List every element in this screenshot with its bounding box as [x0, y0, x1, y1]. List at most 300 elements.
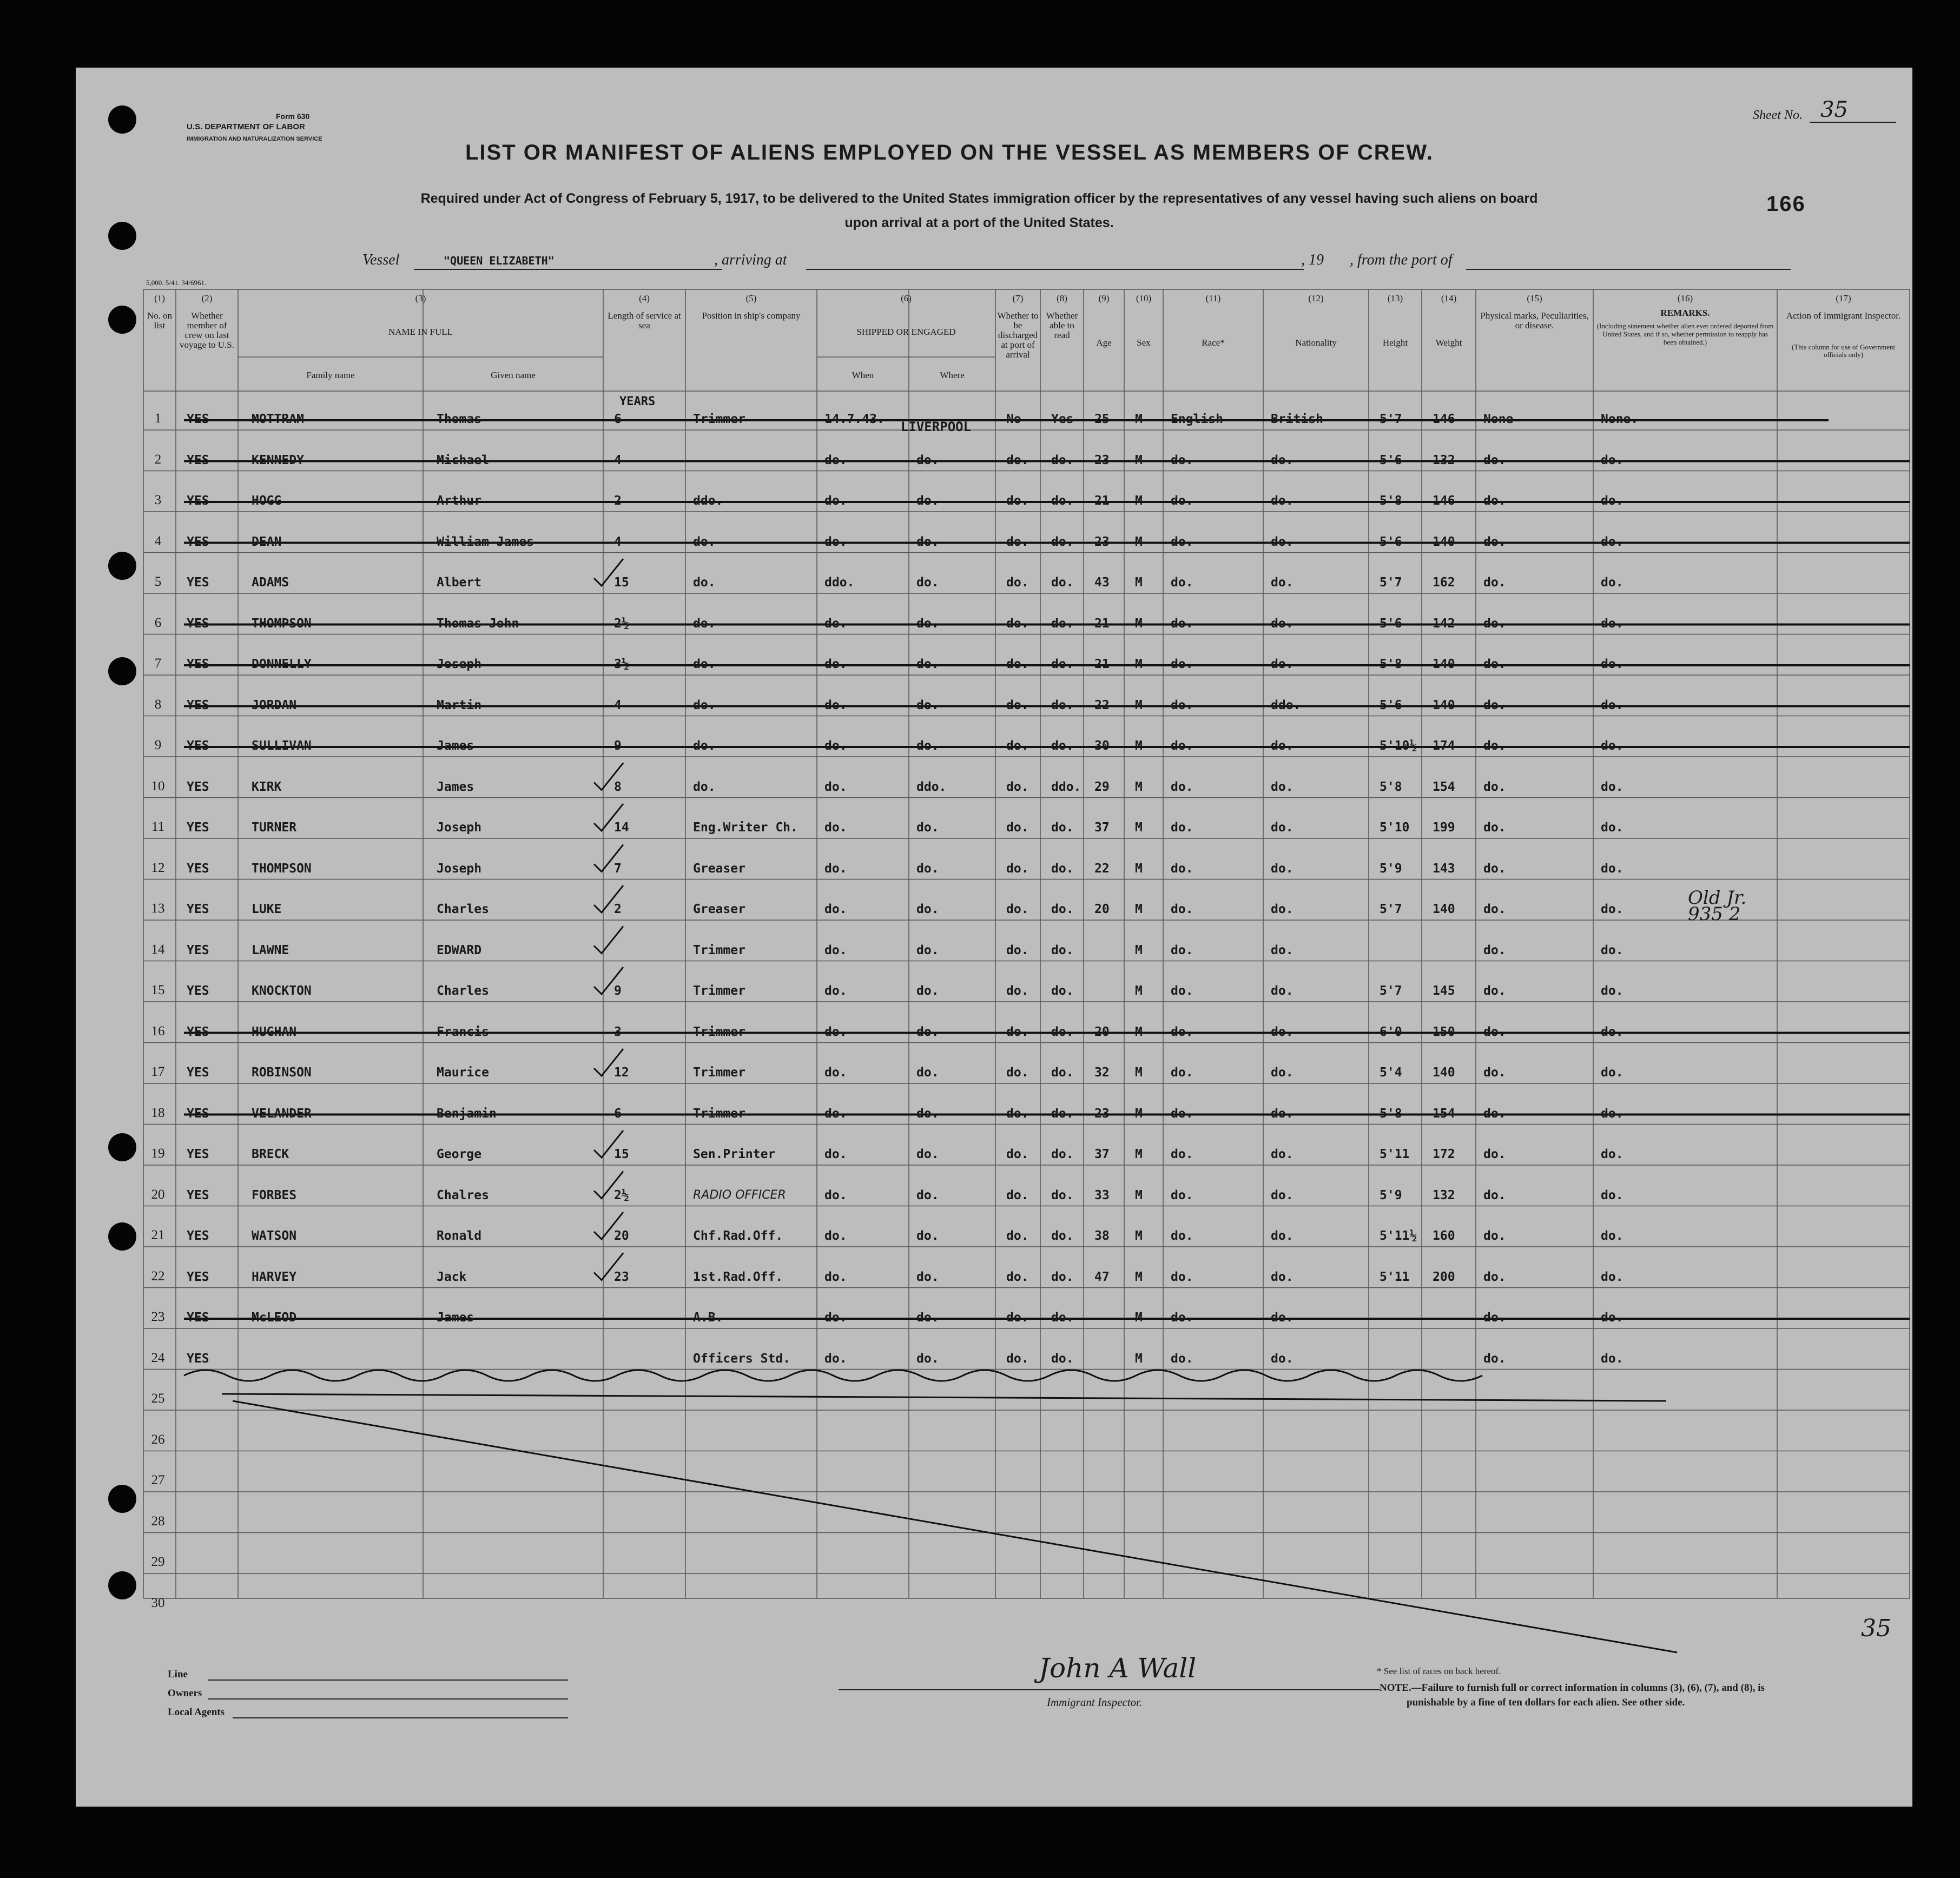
cell-family: HARVEY — [252, 1269, 297, 1284]
cell-crew: YES — [187, 1269, 209, 1284]
cell-service: 4 — [614, 534, 622, 549]
cell-race: do. — [1171, 616, 1193, 631]
cell-given: Thomas — [437, 412, 482, 426]
cell-weight: 172 — [1433, 1147, 1455, 1161]
row-number: 6 — [154, 615, 162, 630]
department-name: U.S. DEPARTMENT OF LABOR — [187, 122, 305, 131]
cell-given: Joseph — [437, 861, 482, 876]
cell-marks: do. — [1483, 494, 1506, 508]
arriving-label: , arriving at — [714, 252, 787, 268]
cell-when: do. — [824, 739, 847, 753]
row-number: 10 — [151, 778, 165, 793]
cell-where: do. — [916, 698, 939, 712]
cell-where: do. — [916, 902, 939, 916]
cell-when: do. — [824, 616, 847, 631]
cell-remarks: do. — [1601, 1024, 1624, 1039]
cell-when: do. — [824, 943, 847, 957]
cell-when: ddo. — [824, 576, 855, 590]
cell-height: 5'9 — [1380, 861, 1402, 876]
cell-remarks: do. — [1601, 1188, 1624, 1202]
cell-where: do. — [916, 657, 939, 671]
cell-given: Jack — [437, 1269, 467, 1284]
column-header: No. on list — [147, 310, 173, 330]
column-header-note: (This column for use of Government officials only) — [1792, 343, 1895, 359]
column-header: Sex — [1137, 338, 1151, 348]
cell-race: do. — [1171, 576, 1193, 590]
column-header: REMARKS. — [1660, 308, 1710, 318]
cell-race: do. — [1171, 1024, 1193, 1039]
cell-crew: YES — [187, 984, 209, 998]
cell-dis: do. — [1006, 1229, 1029, 1243]
cell-given: Albert — [437, 576, 482, 590]
cell-when: 14.7.43. — [824, 412, 885, 426]
cell-race: do. — [1171, 1188, 1193, 1202]
cell-age: 22 — [1094, 861, 1110, 876]
column-number: (9) — [1098, 293, 1110, 303]
cell-height: 5'6 — [1380, 616, 1402, 631]
cell-given: Arthur — [437, 494, 482, 508]
cell-service: 15 — [614, 1147, 629, 1161]
cancel-diagonal — [233, 1401, 1677, 1652]
column-number: (3) — [415, 293, 426, 303]
cell-race: do. — [1171, 984, 1193, 998]
cell-height: 5'10½ — [1380, 739, 1417, 753]
cell-dis: do. — [1006, 943, 1029, 957]
cell-nat: do. — [1271, 1311, 1294, 1325]
cell-height: 5'7 — [1380, 412, 1402, 426]
row-number: 21 — [151, 1228, 165, 1242]
column-number: (6) — [901, 293, 912, 303]
cell-nat: do. — [1271, 657, 1294, 671]
cell-given: James — [437, 779, 474, 794]
cell-race: do. — [1171, 534, 1193, 549]
cell-family: HOGG — [252, 494, 282, 508]
row-number: 30 — [151, 1595, 165, 1610]
cell-sex: M — [1135, 494, 1143, 508]
cell-marks: do. — [1483, 902, 1506, 916]
row-number: 1 — [154, 411, 162, 426]
cell-given: James — [437, 1311, 474, 1325]
row-number: 25 — [151, 1391, 165, 1406]
cell-remarks: do. — [1601, 821, 1624, 835]
cell-sex: M — [1135, 1106, 1143, 1121]
row-number: 15 — [151, 983, 165, 997]
cell-when: do. — [824, 1147, 847, 1161]
cell-position: do. — [693, 698, 716, 712]
cell-weight: 160 — [1433, 1229, 1455, 1243]
cell-nat: do. — [1271, 1229, 1294, 1243]
cell-crew: YES — [187, 1229, 209, 1243]
cell-read: do. — [1051, 821, 1074, 835]
cell-dis: do. — [1006, 453, 1029, 467]
cell-when: do. — [824, 534, 847, 549]
cell-marks: do. — [1483, 821, 1506, 835]
column-number: (15) — [1527, 293, 1542, 303]
column-number: (16) — [1677, 293, 1693, 303]
cell-remarks: None. — [1601, 412, 1639, 426]
row-number: 18 — [151, 1105, 165, 1120]
cell-given: Francis — [437, 1024, 489, 1039]
cell-height: 6'0 — [1380, 1024, 1402, 1039]
cell-family: SULLIVAN — [252, 739, 312, 753]
cell-where: do. — [916, 1351, 939, 1366]
form-number: Form 630 — [276, 112, 310, 121]
cell-nat: do. — [1271, 1066, 1294, 1080]
cell-given: Martin — [437, 698, 482, 712]
cell-height: 5'6 — [1380, 698, 1402, 712]
cell-where: do. — [916, 1311, 939, 1325]
cell-dis: do. — [1006, 1024, 1029, 1039]
column-header-note: (Including statement whether alien ever ordered deported from United States, and if so, whether permission to reapply has been obtained.) — [1596, 322, 1774, 346]
cell-family: THOMPSON — [252, 616, 312, 631]
cell-race: do. — [1171, 657, 1193, 671]
cell-weight: 140 — [1433, 1066, 1455, 1080]
cell-weight: 154 — [1433, 1106, 1455, 1121]
row-number: 2 — [154, 452, 162, 467]
cell-race: do. — [1171, 1269, 1193, 1284]
cell-height: 5'7 — [1380, 984, 1402, 998]
cell-crew: YES — [187, 412, 209, 426]
line-field — [208, 1679, 568, 1681]
cell-where: do. — [916, 1188, 939, 1202]
cell-remarks: do. — [1601, 657, 1624, 671]
check-mark — [594, 927, 623, 954]
cell-crew: YES — [187, 453, 209, 467]
cell-age: 37 — [1094, 1147, 1110, 1161]
cell-position: Sen.Printer — [693, 1147, 776, 1161]
cell-race: do. — [1171, 861, 1193, 876]
cell-where: ddo. — [916, 779, 947, 794]
cell-sex: M — [1135, 1229, 1143, 1243]
cell-when: do. — [824, 1066, 847, 1080]
cell-service: 14 — [614, 821, 629, 835]
cell-position: Chf.Rad.Off. — [693, 1229, 783, 1243]
cell-given: Charles — [437, 902, 489, 916]
column-header: Weight — [1435, 338, 1462, 348]
cell-nat: do. — [1271, 821, 1294, 835]
cell-crew: YES — [187, 657, 209, 671]
cell-dis: do. — [1006, 1269, 1029, 1284]
column-subheader: Family name — [306, 370, 355, 380]
cell-when: do. — [824, 861, 847, 876]
cell-when: do. — [824, 657, 847, 671]
cell-when: do. — [824, 1311, 847, 1325]
cell-crew: YES — [187, 943, 209, 957]
cell-where: do. — [916, 1147, 939, 1161]
cell-age: 43 — [1094, 576, 1110, 590]
column-number: (1) — [154, 293, 165, 303]
cell-age: 30 — [1094, 739, 1110, 753]
cell-family: VELANDER — [252, 1106, 312, 1121]
cell-weight: 150 — [1433, 1024, 1455, 1039]
cell-age: 21 — [1094, 657, 1110, 671]
row-number: 5 — [154, 574, 162, 589]
cell-position: do. — [693, 739, 716, 753]
cell-family: TURNER — [252, 821, 297, 835]
cell-read: do. — [1051, 1106, 1074, 1121]
sheet-number: 35 — [1820, 97, 1848, 122]
cell-read: ddo. — [1051, 779, 1081, 794]
cell-crew: YES — [187, 494, 209, 508]
cell-race: do. — [1171, 1066, 1193, 1080]
cell-sex: M — [1135, 1269, 1143, 1284]
cell-where: do. — [916, 861, 939, 876]
cell-age: 38 — [1094, 1229, 1110, 1243]
cell-marks: do. — [1483, 1024, 1506, 1039]
cell-position: A.B. — [693, 1311, 723, 1325]
cell-age: 37 — [1094, 821, 1110, 835]
cell-given: Ronald — [437, 1229, 482, 1243]
cell-weight: 143 — [1433, 861, 1455, 876]
year-label: , 19 — [1301, 252, 1324, 268]
subtitle-1: Required under Act of Congress of February 5, 1917, to be delivered to the United States immigration officer by the representatives of any vessel having such aliens on board — [420, 191, 1538, 206]
cell-family: DONNELLY — [252, 657, 312, 671]
cell-remarks: do. — [1601, 902, 1624, 916]
cell-weight: 200 — [1433, 1269, 1455, 1284]
cell-nat: do. — [1271, 453, 1294, 467]
cell-marks: do. — [1483, 943, 1506, 957]
cell-height: 5'7 — [1380, 902, 1402, 916]
cell-service: 2 — [614, 902, 622, 916]
cell-read: do. — [1051, 861, 1074, 876]
cell-weight: 140 — [1433, 902, 1455, 916]
row-number: 9 — [154, 738, 162, 752]
cell-crew: YES — [187, 821, 209, 835]
cell-sex: M — [1135, 984, 1143, 998]
cell-given: Maurice — [437, 1066, 489, 1080]
row-number: 17 — [151, 1064, 165, 1079]
cell-service: 3½ — [614, 657, 629, 671]
cell-race: do. — [1171, 1147, 1193, 1161]
cell-when: do. — [824, 1269, 847, 1284]
cell-sex: M — [1135, 576, 1143, 590]
cell-weight: 140 — [1433, 534, 1455, 549]
cell-sex: M — [1135, 534, 1143, 549]
vessel-name: "QUEEN ELIZABETH" — [444, 254, 555, 267]
cell-where: do. — [916, 1229, 939, 1243]
cell-read: do. — [1051, 1269, 1074, 1284]
row-number: 19 — [151, 1146, 165, 1161]
cell-marks: do. — [1483, 1106, 1506, 1121]
cell-height: 5'8 — [1380, 1106, 1402, 1121]
cell-sex: M — [1135, 1311, 1143, 1325]
cell-race: do. — [1171, 1106, 1193, 1121]
cell-position: Trimmer — [693, 412, 745, 426]
cell-marks: do. — [1483, 657, 1506, 671]
row-number: 27 — [151, 1473, 165, 1487]
cell-weight: 162 — [1433, 576, 1455, 590]
print-code: 5,000. 5/41. 34/6961. — [146, 279, 207, 287]
cell-read: do. — [1051, 1229, 1074, 1243]
cell-given: Charles — [437, 984, 489, 998]
cell-sex: M — [1135, 698, 1143, 712]
column-number: (8) — [1057, 293, 1067, 303]
cell-age: 33 — [1094, 1188, 1110, 1202]
signature-line — [839, 1689, 1380, 1690]
column-header: Nationality — [1295, 338, 1337, 348]
cell-weight: 145 — [1433, 984, 1455, 998]
cell-read: do. — [1051, 1188, 1074, 1202]
cell-remarks: do. — [1601, 1269, 1624, 1284]
note-line-2: punishable by a fine of ten dollars for each alien. See other side. — [1407, 1697, 1685, 1708]
column-number: (10) — [1136, 293, 1152, 303]
cell-read: do. — [1051, 1024, 1074, 1039]
page-title: LIST OR MANIFEST OF ALIENS EMPLOYED ON THE VESSEL AS MEMBERS OF CREW. — [465, 141, 1434, 164]
cell-marks: do. — [1483, 1066, 1506, 1080]
cell-dis: do. — [1006, 739, 1029, 753]
row-number: 12 — [151, 860, 165, 875]
cell-race: do. — [1171, 739, 1193, 753]
cell-read: do. — [1051, 534, 1074, 549]
cell-age: 32 — [1094, 1066, 1110, 1080]
cell-weight: 142 — [1433, 616, 1455, 631]
cell-age: 21 — [1094, 494, 1110, 508]
cell-marks: do. — [1483, 1351, 1506, 1366]
cell-weight: 140 — [1433, 657, 1455, 671]
cell-remarks: do. — [1601, 943, 1624, 957]
cell-race: do. — [1171, 902, 1193, 916]
cell-marks: do. — [1483, 698, 1506, 712]
cell-dis: do. — [1006, 779, 1029, 794]
cell-position: 1st.Rad.Off. — [693, 1269, 783, 1284]
column-number: (17) — [1836, 293, 1851, 303]
row-number: 24 — [151, 1350, 165, 1365]
cell-when: do. — [824, 984, 847, 998]
cell-read: do. — [1051, 739, 1074, 753]
cell-marks: do. — [1483, 453, 1506, 467]
cell-position: Trimmer — [693, 1066, 745, 1080]
cell-marks: do. — [1483, 739, 1506, 753]
cell-read: do. — [1051, 984, 1074, 998]
cell-crew: YES — [187, 698, 209, 712]
row-number: 7 — [154, 656, 162, 671]
cell-remarks: do. — [1601, 1351, 1624, 1366]
cell-when: do. — [824, 698, 847, 712]
cell-weight: 132 — [1433, 453, 1455, 467]
column-header: Age — [1096, 338, 1112, 348]
cell-sex: M — [1135, 902, 1143, 916]
cell-nat: do. — [1271, 534, 1294, 549]
cell-sex: M — [1135, 1147, 1143, 1161]
cell-height: 5'7 — [1380, 576, 1402, 590]
cell-read: do. — [1051, 1147, 1074, 1161]
cell-read: do. — [1051, 453, 1074, 467]
liverpool-stamp: LIVERPOOL — [901, 419, 972, 434]
cell-position: RADIO OFFICER — [693, 1188, 786, 1202]
cell-service: 2½ — [614, 1188, 629, 1202]
column-header: Whether able to read — [1046, 310, 1078, 340]
column-subheader: When — [852, 370, 874, 380]
cell-sex: M — [1135, 861, 1143, 876]
cell-position: Trimmer — [693, 984, 745, 998]
cell-given: Joseph — [437, 821, 482, 835]
agents-field — [233, 1717, 568, 1718]
cell-service: 12 — [614, 1066, 629, 1080]
cell-position: Officers Std. — [693, 1351, 791, 1366]
owners-field — [208, 1698, 568, 1700]
column-subheader: Given name — [491, 370, 536, 380]
row-number: 22 — [151, 1268, 165, 1284]
cell-read: do. — [1051, 698, 1074, 712]
cell-race: do. — [1171, 453, 1193, 467]
cell-crew: YES — [187, 739, 209, 753]
cell-race: do. — [1171, 779, 1193, 794]
cell-dis: do. — [1006, 1147, 1029, 1161]
cell-nat: do. — [1271, 1147, 1294, 1161]
cell-read: do. — [1051, 657, 1074, 671]
years-label: YEARS — [619, 395, 656, 408]
cell-crew: YES — [187, 534, 209, 549]
cell-read: do. — [1051, 1066, 1074, 1080]
cell-nat: do. — [1271, 902, 1294, 916]
cell-height: 5'6 — [1380, 534, 1402, 549]
cell-when: do. — [824, 779, 847, 794]
cell-read: do. — [1051, 616, 1074, 631]
cell-service: 9 — [614, 984, 622, 998]
cell-age: 23 — [1094, 1106, 1110, 1121]
row-number: 4 — [154, 533, 162, 548]
cell-family: FORBES — [252, 1188, 297, 1202]
cell-service: 4 — [614, 698, 622, 712]
cell-family: McLEOD — [252, 1311, 297, 1325]
cell-weight: 154 — [1433, 779, 1455, 794]
cell-nat: do. — [1271, 1188, 1294, 1202]
cell-race: English — [1171, 412, 1223, 426]
cell-height: 5'8 — [1380, 657, 1402, 671]
line-label: Line — [168, 1669, 188, 1680]
cell-marks: do. — [1483, 1311, 1506, 1325]
cell-given: George — [437, 1147, 482, 1161]
corner-number: 35 — [1861, 1615, 1891, 1642]
cell-remarks: do. — [1601, 698, 1624, 712]
cell-nat: do. — [1271, 984, 1294, 998]
cell-where: do. — [916, 453, 939, 467]
cell-dis: do. — [1006, 576, 1029, 590]
column-header: Race* — [1202, 338, 1225, 348]
cell-sex: M — [1135, 943, 1143, 957]
cell-crew: YES — [187, 1311, 209, 1325]
annotation-right: Old Jr. 935 2 — [1688, 887, 1747, 925]
cell-dis: do. — [1006, 534, 1029, 549]
cell-age: 21 — [1094, 616, 1110, 631]
cell-where: do. — [916, 984, 939, 998]
cell-remarks: do. — [1601, 779, 1624, 794]
note-line-1: NOTE.—Failure to furnish full or correct information in columns (3), (6), (7), and (8), is — [1380, 1682, 1765, 1694]
cell-given: Michael — [437, 453, 489, 467]
row-number: 3 — [154, 493, 162, 507]
cell-where: do. — [916, 1024, 939, 1039]
cell-remarks: do. — [1601, 576, 1624, 590]
cell-family: BRECK — [252, 1147, 289, 1161]
cell-service: 6 — [614, 1106, 622, 1121]
cell-height: 5'8 — [1380, 494, 1402, 508]
column-header: Whether to be discharged at port of arrival — [997, 310, 1039, 360]
cell-sex: M — [1135, 1351, 1143, 1366]
cell-crew: YES — [187, 1351, 209, 1366]
cell-marks: do. — [1483, 1269, 1506, 1284]
cell-family: KIRK — [252, 779, 282, 794]
cell-where: do. — [916, 616, 939, 631]
cell-sex: M — [1135, 739, 1143, 753]
inspector-signature: John A Wall — [1039, 1652, 1197, 1684]
cell-dis: do. — [1006, 657, 1029, 671]
cell-position: Eng.Writer Ch. — [693, 821, 798, 835]
cell-service: 7 — [614, 861, 622, 876]
cell-marks: do. — [1483, 576, 1506, 590]
page-stamp: 166 — [1766, 192, 1806, 216]
row-number: 11 — [151, 819, 165, 834]
cell-family: WATSON — [252, 1229, 297, 1243]
